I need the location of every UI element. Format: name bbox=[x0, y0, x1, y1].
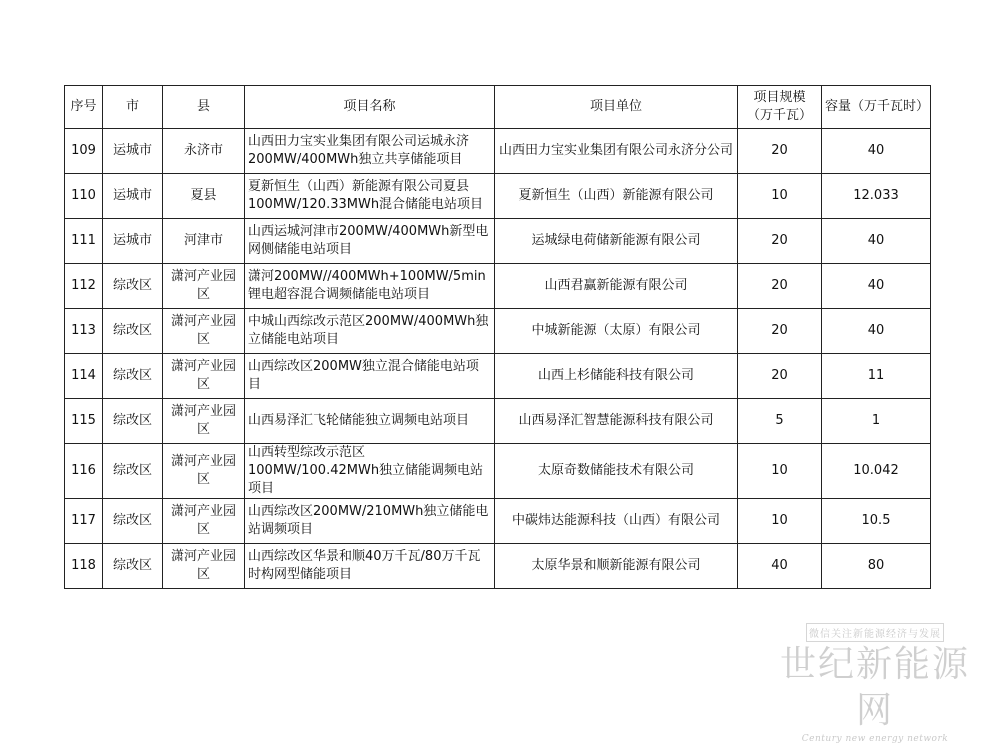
cell-county: 潇河产业园区 bbox=[163, 309, 245, 354]
table-header-row bbox=[65, 86, 931, 129]
cell-project-name: 山西综改区200MW/210MWh独立储能电站调频项目 bbox=[245, 499, 495, 544]
cell-seq: 115 bbox=[65, 399, 103, 444]
cell-project-unit: 山西上杉储能科技有限公司 bbox=[495, 354, 738, 399]
cell-project-unit: 运城绿电荷储新能源有限公司 bbox=[495, 219, 738, 264]
cell-capacity: 1 bbox=[822, 399, 931, 444]
cell-project-name: 山西转型综改示范区100MW/100.42MWh独立储能调频电站项目 bbox=[245, 444, 495, 499]
cell-project-name: 山西易泽汇飞轮储能独立调频电站项目 bbox=[245, 399, 495, 444]
cell-seq: 114 bbox=[65, 354, 103, 399]
table-row bbox=[65, 444, 931, 499]
header-capacity: 容量（万千瓦时） bbox=[822, 86, 931, 129]
project-table bbox=[64, 85, 931, 589]
cell-project-name: 山西田力宝实业集团有限公司运城永济200MW/400MWh独立共享储能项目 bbox=[245, 129, 495, 174]
cell-city: 综改区 bbox=[103, 354, 163, 399]
watermark-subtitle: Century new energy network bbox=[801, 734, 949, 744]
cell-city: 综改区 bbox=[103, 399, 163, 444]
cell-county: 潇河产业园区 bbox=[163, 444, 245, 499]
table-row bbox=[65, 129, 931, 174]
header-project-unit: 项目单位 bbox=[495, 86, 738, 129]
header-project-name: 项目名称 bbox=[245, 86, 495, 129]
cell-city: 综改区 bbox=[103, 499, 163, 544]
table-row bbox=[65, 264, 931, 309]
cell-scale: 20 bbox=[738, 309, 822, 354]
watermark bbox=[780, 622, 970, 744]
header-scale: 项目规模（万千瓦） bbox=[738, 86, 822, 129]
cell-county: 河津市 bbox=[163, 219, 245, 264]
cell-project-unit: 山西易泽汇智慧能源科技有限公司 bbox=[495, 399, 738, 444]
cell-capacity: 80 bbox=[822, 544, 931, 589]
cell-county: 潇河产业园区 bbox=[163, 499, 245, 544]
table-row bbox=[65, 354, 931, 399]
cell-project-name: 潇河200MW//400MWh+100MW/5min锂电超容混合调频储能电站项目 bbox=[245, 264, 495, 309]
cell-capacity: 40 bbox=[822, 219, 931, 264]
cell-seq: 116 bbox=[65, 444, 103, 499]
cell-county: 潇河产业园区 bbox=[163, 354, 245, 399]
table-row bbox=[65, 174, 931, 219]
header-seq: 序号 bbox=[65, 86, 103, 129]
cell-scale: 20 bbox=[738, 129, 822, 174]
cell-scale: 5 bbox=[738, 399, 822, 444]
cell-city: 运城市 bbox=[103, 129, 163, 174]
cell-city: 综改区 bbox=[103, 309, 163, 354]
cell-seq: 112 bbox=[65, 264, 103, 309]
cell-project-name: 山西综改区华景和顺40万千瓦/80万千瓦时构网型储能项目 bbox=[245, 544, 495, 589]
cell-county: 永济市 bbox=[163, 129, 245, 174]
cell-project-unit: 夏新恒生（山西）新能源有限公司 bbox=[495, 174, 738, 219]
cell-scale: 20 bbox=[738, 219, 822, 264]
cell-capacity: 40 bbox=[822, 309, 931, 354]
cell-scale: 20 bbox=[738, 354, 822, 399]
table-row bbox=[65, 544, 931, 589]
cell-county: 潇河产业园区 bbox=[163, 264, 245, 309]
cell-city: 运城市 bbox=[103, 219, 163, 264]
cell-scale: 10 bbox=[738, 174, 822, 219]
watermark-top-text: 微信关注新能源经济与发展 bbox=[806, 623, 944, 642]
cell-seq: 117 bbox=[65, 499, 103, 544]
cell-project-name: 夏新恒生（山西）新能源有限公司夏县100MW/120.33MWh混合储能电站项目 bbox=[245, 174, 495, 219]
cell-county: 潇河产业园区 bbox=[163, 399, 245, 444]
cell-project-unit: 太原华景和顺新能源有限公司 bbox=[495, 544, 738, 589]
cell-seq: 118 bbox=[65, 544, 103, 589]
cell-seq: 110 bbox=[65, 174, 103, 219]
cell-capacity: 12.033 bbox=[822, 174, 931, 219]
cell-scale: 10 bbox=[738, 444, 822, 499]
cell-capacity: 40 bbox=[822, 129, 931, 174]
table-row bbox=[65, 399, 931, 444]
cell-capacity: 11 bbox=[822, 354, 931, 399]
cell-city: 综改区 bbox=[103, 444, 163, 499]
cell-city: 综改区 bbox=[103, 264, 163, 309]
cell-project-name: 山西运城河津市200MW/400MWh新型电网侧储能电站项目 bbox=[245, 219, 495, 264]
cell-project-name: 中城山西综改示范区200MW/400MWh独立储能电站项目 bbox=[245, 309, 495, 354]
cell-capacity: 10.5 bbox=[822, 499, 931, 544]
table-row bbox=[65, 219, 931, 264]
cell-project-unit: 中碳炜达能源科技（山西）有限公司 bbox=[495, 499, 738, 544]
cell-project-unit: 山西君赢新能源有限公司 bbox=[495, 264, 738, 309]
table-row bbox=[65, 499, 931, 544]
cell-seq: 111 bbox=[65, 219, 103, 264]
cell-city: 综改区 bbox=[103, 544, 163, 589]
cell-county: 潇河产业园区 bbox=[163, 544, 245, 589]
cell-capacity: 10.042 bbox=[822, 444, 931, 499]
cell-county: 夏县 bbox=[163, 174, 245, 219]
header-county: 县 bbox=[163, 86, 245, 129]
cell-project-name: 山西综改区200MW独立混合储能电站项目 bbox=[245, 354, 495, 399]
cell-seq: 113 bbox=[65, 309, 103, 354]
cell-scale: 40 bbox=[738, 544, 822, 589]
cell-project-unit: 山西田力宝实业集团有限公司永济分公司 bbox=[495, 129, 738, 174]
cell-project-unit: 中城新能源（太原）有限公司 bbox=[495, 309, 738, 354]
cell-scale: 20 bbox=[738, 264, 822, 309]
cell-project-unit: 太原奇数储能技术有限公司 bbox=[495, 444, 738, 499]
cell-city: 运城市 bbox=[103, 174, 163, 219]
watermark-logo-text: 世纪新能源网 bbox=[780, 644, 971, 731]
cell-seq: 109 bbox=[65, 129, 103, 174]
cell-scale: 10 bbox=[738, 499, 822, 544]
table-row bbox=[65, 309, 931, 354]
cell-capacity: 40 bbox=[822, 264, 931, 309]
header-city: 市 bbox=[103, 86, 163, 129]
